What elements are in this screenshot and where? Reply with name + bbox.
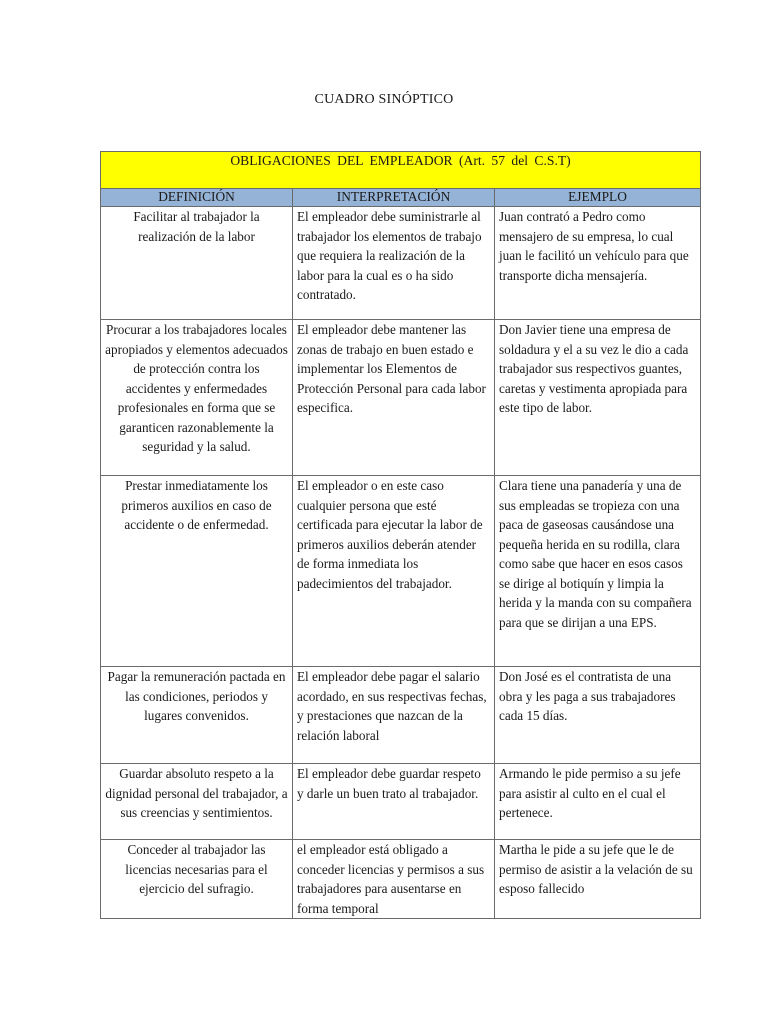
column-header-row: [101, 189, 701, 207]
cell-interpretacion: El empleador debe guardar respeto y darle un buen trato al trabajador.: [293, 764, 495, 840]
cell-ejemplo: Armando le pide permiso a su jefe para asistir al culto en el cual el pertenece.: [495, 764, 701, 840]
table-row: [101, 476, 701, 667]
header-ejemplo: EJEMPLO: [495, 189, 701, 207]
cell-interpretacion: El empleador debe suministrarle al trabajador los elementos de trabajo que requiera la realización de la labor para la cual es o ha sido contratado.: [293, 207, 495, 320]
cell-ejemplo: Don Javier tiene una empresa de soldadura y el a su vez le dio a cada trabajador sus respectivos guantes, caretas y vestimenta apropiada para este tipo de labor.: [495, 320, 701, 476]
synoptic-table: [100, 151, 701, 919]
cell-ejemplo: Clara tiene una panadería y una de sus empleadas se tropieza con una paca de gaseosas causándose una pequeña herida en su rodilla, clara como sabe que hacer en esos casos se dirige al botiquín y limpia la herida y la manda con su compañera para que se dirijan a una EPS.: [495, 476, 701, 667]
cell-interpretacion: El empleador debe mantener las zonas de trabajo en buen estado e implementar los Elementos de Protección Personal para cada labor especifica.: [293, 320, 495, 476]
table-row: [101, 320, 701, 476]
document-title: CUADRO SINÓPTICO: [314, 92, 454, 107]
header-interpretacion: INTERPRETACIÓN: [293, 189, 495, 207]
cell-ejemplo: Juan contrató a Pedro como mensajero de su empresa, lo cual juan le facilitó un vehículo para que transporte dicha mensajería.: [495, 207, 701, 320]
cell-interpretacion: El empleador o en este caso cualquier persona que esté certificada para ejecutar la labor de primeros auxilios deberán atender de forma inmediata los padecimientos del trabajador.: [293, 476, 495, 667]
cell-definicion: Prestar inmediatamente los primeros auxilios en caso de accidente o de enfermedad.: [101, 476, 293, 667]
table-banner-row: [101, 152, 701, 189]
cell-definicion: Conceder al trabajador las licencias necesarias para el ejercicio del sufragio.: [101, 840, 293, 919]
cell-definicion: Pagar la remuneración pactada en las condiciones, periodos y lugares convenidos.: [101, 667, 293, 764]
cell-ejemplo: Don José es el contratista de una obra y les paga a sus trabajadores cada 15 días.: [495, 667, 701, 764]
cell-interpretacion: El empleador debe pagar el salario acordado, en sus respectivas fechas, y prestaciones que nazcan de la relación laboral: [293, 667, 495, 764]
header-definicion: DEFINICIÓN: [101, 189, 293, 207]
table-row: [101, 667, 701, 764]
table-banner: OBLIGACIONES DEL EMPLEADOR (Art. 57 del C.S.T): [101, 152, 701, 189]
cell-interpretacion: el empleador está obligado a conceder licencias y permisos a sus trabajadores para ausentarse en forma temporal: [293, 840, 495, 919]
table-row: [101, 764, 701, 840]
cell-ejemplo: Martha le pide a su jefe que le de permiso de asistir a la velación de su esposo fallecido: [495, 840, 701, 919]
cell-definicion: Guardar absoluto respeto a la dignidad personal del trabajador, a sus creencias y sentimientos.: [101, 764, 293, 840]
cell-definicion: Procurar a los trabajadores locales apropiados y elementos adecuados de protección contra los accidentes y enfermedades profesionales en forma que se garanticen razonablemente la seguridad y la salud.: [101, 320, 293, 476]
cell-definicion: Facilitar al trabajador la realización de la labor: [101, 207, 293, 320]
table-row: [101, 840, 701, 919]
table-row: [101, 207, 701, 320]
